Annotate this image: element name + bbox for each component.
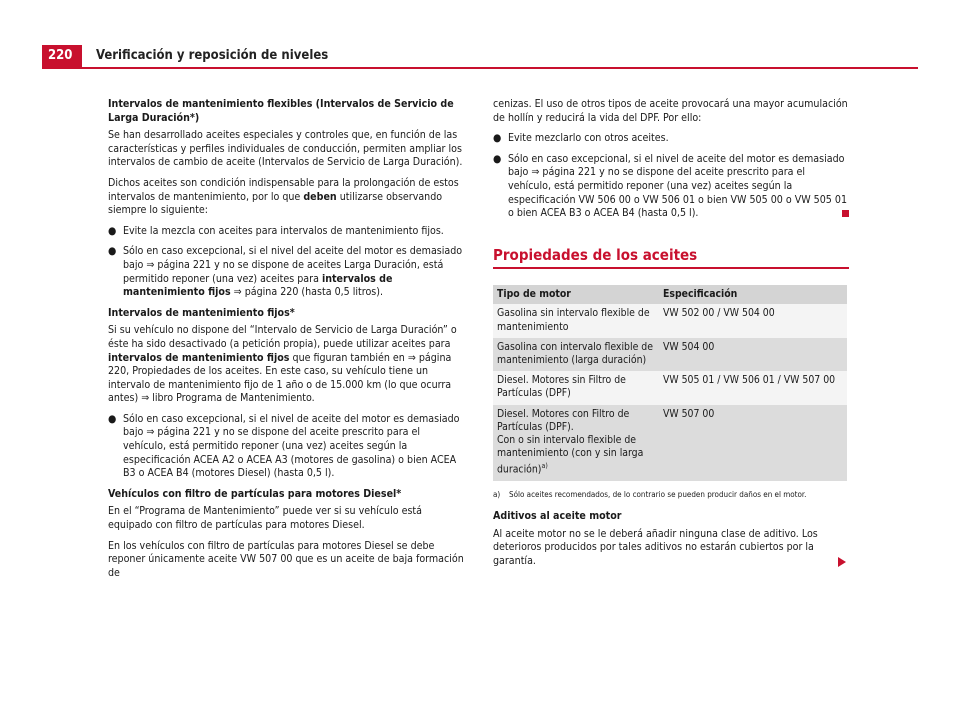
paragraph: Dichos aceites son condición indispensable para la prolongación de estos intervalos de mantenimiento, por lo que deben utilizarse observando siempre lo siguiente:	[108, 176, 459, 217]
paragraph: Se han desarrollado aceites especiales y controles que, en función de las características y perfiles individuales de conducción, permiten ampliar los intervalos de cambio de aceite (Intervalos de Servicio de Larga Duración).	[108, 129, 463, 169]
table-header-row	[493, 285, 847, 304]
bullet-item: ● Evite mezclarlo con otros aceites.	[493, 132, 669, 145]
bullet-item: ● Evite la mezcla con aceites para intervalos de mantenimiento fijos.	[108, 224, 444, 237]
table-footnote: a) Sólo aceites recomendados, de lo contrario se pueden producir daños en el motor.	[493, 490, 807, 500]
left-column	[108, 98, 464, 587]
paragraph: Al aceite motor no se le deberá añadir ninguna clase de aditivo. Los deterioros producidos por tales aditivos no estarán cubiertos por la garantía.	[493, 528, 849, 569]
table-row	[493, 338, 847, 371]
table-row	[493, 304, 847, 337]
continue-arrow-icon	[838, 557, 846, 567]
section-end-icon	[842, 210, 849, 217]
bullet-icon: ●	[108, 245, 117, 258]
bullet-icon: ●	[493, 132, 502, 145]
table-cell: VW 507 00	[659, 405, 847, 481]
table-row	[493, 405, 847, 481]
paragraph: Si su vehículo no dispone del “Intervalo de Servicio de Larga Duración” o éste ha sido desactivado (a petición propia), puede utilizar aceites para intervalos de mantenimiento fijos que figuran también en ⇒ página 220, Propiedades de los aceites. En este caso, su vehículo tiene un intervalo de mantenimiento fijo de 1 año o de 15.000 km (lo que ocurra antes) ⇒ libro Programa de Mantenimiento.	[108, 324, 457, 405]
right-column	[493, 98, 849, 575]
heading-diesel-filter: Vehículos con filtro de partículas para motores Diesel*	[108, 487, 402, 500]
paragraph: En el “Programa de Mantenimiento” puede ver si su vehículo está equipado con filtro de partículas para motores Diesel.	[108, 505, 423, 532]
table-cell: VW 505 01 / VW 506 01 / VW 507 00	[659, 371, 847, 404]
oil-spec-table	[493, 285, 847, 481]
heading-flexible-intervals: Intervalos de mantenimiento flexibles (Intervalos de Servicio de Larga Duración*)	[108, 98, 454, 124]
page-header-title: Verificación y reposición de niveles	[96, 48, 329, 63]
table-cell: Gasolina con intervalo flexible de mantenimiento (larga duración)	[493, 338, 659, 371]
paragraph: En los vehículos con filtro de partículas para motores Diesel se debe reponer únicamente aceite VW 507 00 que es un aceite de baja formación de	[108, 539, 464, 579]
table-row	[493, 371, 847, 404]
table-cell: VW 504 00	[659, 338, 847, 371]
bullet-item: ● Sólo en caso excepcional, si el nivel de aceite del motor es demasiado bajo ⇒ página 221 y no se dispone del aceite prescrito para el vehículo, está permitido reponer (una vez) aceites según la especificación ACEA A2 o ACEA A3 (motores de gasolina) o bien ACEA B3 o ACEA B4 (motores Diesel) (hasta 0,5 l).	[108, 412, 460, 480]
page-number: 220	[42, 45, 82, 67]
table-header-cell: Especificación	[659, 285, 847, 304]
table-cell: VW 502 00 / VW 504 00	[659, 304, 847, 337]
section-rule	[493, 267, 849, 269]
bullet-icon: ●	[108, 224, 117, 237]
table-header-cell: Tipo de motor	[493, 285, 659, 304]
table-cell: Diesel. Motores con Filtro de Partículas (DPF). Con o sin intervalo flexible de mantenimiento (con y sin larga duración)$^{a)}$	[493, 405, 659, 481]
heading-fixed-intervals: Intervalos de mantenimiento fijos*	[108, 306, 295, 319]
bullet-icon: ●	[108, 412, 117, 425]
bullet-icon: ●	[493, 152, 502, 165]
section-title: Propiedades de los aceites	[493, 245, 698, 264]
header-rule	[42, 67, 918, 69]
heading-additives: Aditivos al aceite motor	[493, 510, 622, 523]
bullet-item: ● Sólo en caso excepcional, si el nivel de aceite del motor es demasiado bajo ⇒ página 221 y no se dispone del aceite prescrito para el vehículo, está permitido reponer (una vez) aceites según la especificación VW 506 00 o VW 506 01 o bien VW 505 00 o VW 505 01 o bien ACEA B3 o ACEA B4 (hasta 0,5 l).	[493, 152, 848, 220]
bullet-item: ● Sólo en caso excepcional, si el nivel del aceite del motor es demasiado bajo ⇒ página 221 y no se dispone de aceites Larga Duración, está permitido reponer (una vez) aceites para intervalos de mantenimiento fijos ⇒ página 220 (hasta 0,5 litros).	[108, 245, 463, 299]
table-cell: Diesel. Motores sin Filtro de Partículas (DPF)	[493, 371, 659, 404]
paragraph: cenizas. El uso de otros tipos de aceite provocará una mayor acumulación de hollín y reducirá la vida del DPF. Por ello:	[493, 98, 848, 124]
table-cell: Gasolina sin intervalo flexible de mantenimiento	[493, 304, 659, 337]
